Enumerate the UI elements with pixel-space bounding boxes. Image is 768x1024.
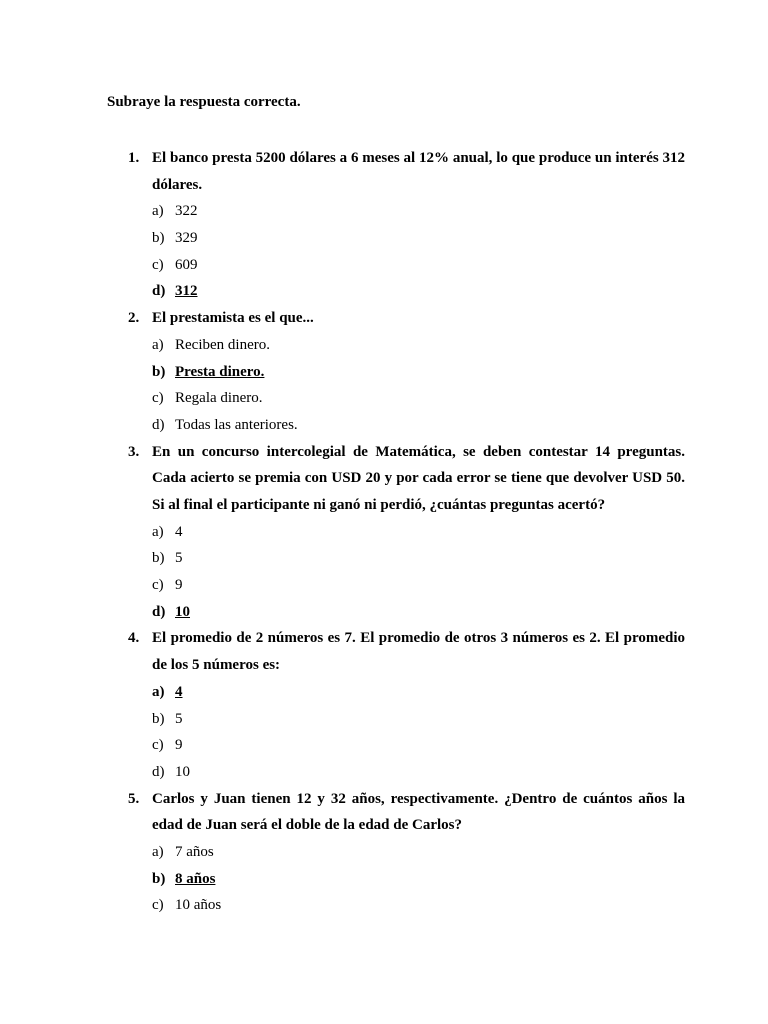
option-c[interactable] — [0, 892, 768, 919]
option-a[interactable] — [0, 839, 768, 866]
option-letter: a) — [152, 203, 164, 220]
option-a[interactable] — [0, 198, 768, 225]
option-text: 10 años — [175, 897, 222, 914]
option-letter: c) — [152, 737, 164, 754]
option-letter: a) — [152, 844, 164, 861]
option-letter: b) — [152, 710, 165, 727]
question-3 — [0, 439, 768, 626]
option-b-correct[interactable] — [0, 866, 768, 893]
option-letter: b) — [152, 870, 166, 887]
option-d[interactable] — [0, 759, 768, 786]
option-c[interactable] — [0, 385, 768, 412]
option-letter: c) — [152, 577, 164, 594]
option-letter: a) — [152, 683, 165, 700]
question-number: 5. — [128, 790, 140, 807]
option-letter: d) — [152, 763, 165, 780]
option-text: 5 — [175, 710, 183, 727]
instruction-text: Subraye la respuesta correcta. — [107, 94, 301, 110]
option-text: 9 — [175, 737, 183, 754]
option-text: 329 — [175, 230, 198, 247]
option-text: 7 años — [175, 844, 214, 861]
option-letter: a) — [152, 523, 164, 540]
option-c[interactable] — [0, 732, 768, 759]
option-c[interactable] — [0, 252, 768, 279]
option-a[interactable] — [0, 519, 768, 546]
question-text: El promedio de 2 números es 7. El promedio de otros 3 números es 2. El promedio de los 5 números es: — [152, 630, 685, 674]
option-text: Regala dinero. — [175, 390, 263, 407]
question-text: En un concurso intercolegial de Matemática, se deben contestar 14 preguntas. Cada acierto se premia con USD 20 y por cada error se tiene que devolver USD 50. Si al final el participante ni ganó ni perdió, ¿cuántas preguntas acertó? — [152, 443, 685, 514]
option-text: 10 — [175, 603, 190, 620]
question-5 — [0, 786, 768, 919]
option-d-correct[interactable] — [0, 599, 768, 626]
option-b-correct[interactable] — [0, 359, 768, 386]
question-text: El banco presta 5200 dólares a 6 meses al 12% anual, lo que produce un interés 312 dólares. — [152, 150, 685, 193]
question-text: El prestamista es el que... — [152, 310, 314, 327]
question-number: 3. — [128, 443, 140, 460]
option-letter: d) — [152, 416, 165, 433]
option-text: 8 años — [175, 870, 216, 887]
question-list — [0, 145, 768, 919]
option-text: 312 — [175, 283, 198, 300]
option-text: 609 — [175, 256, 198, 273]
option-letter: a) — [152, 336, 164, 353]
option-a-correct[interactable] — [0, 679, 768, 706]
question-2 — [0, 305, 768, 438]
option-text: Reciben dinero. — [175, 336, 270, 353]
option-letter: c) — [152, 390, 164, 407]
option-text: 10 — [175, 763, 190, 780]
option-letter: c) — [152, 256, 164, 273]
option-d-correct[interactable] — [0, 278, 768, 305]
option-text: Presta dinero. — [175, 363, 265, 380]
option-letter: c) — [152, 897, 164, 914]
option-b[interactable] — [0, 225, 768, 252]
option-a[interactable] — [0, 332, 768, 359]
option-text: 4 — [175, 523, 183, 540]
option-letter: b) — [152, 550, 165, 567]
option-letter: b) — [152, 363, 166, 380]
option-letter: b) — [152, 230, 165, 247]
option-text: 322 — [175, 203, 198, 220]
option-text: Todas las anteriores. — [175, 416, 298, 433]
option-c[interactable] — [0, 572, 768, 599]
question-1 — [0, 145, 768, 305]
option-b[interactable] — [0, 706, 768, 733]
option-b[interactable] — [0, 545, 768, 572]
question-number: 4. — [128, 630, 140, 647]
option-letter: d) — [152, 603, 166, 620]
option-letter: d) — [152, 283, 166, 300]
question-number: 1. — [128, 150, 140, 166]
option-d[interactable] — [0, 412, 768, 439]
question-text: Carlos y Juan tienen 12 y 32 años, respectivamente. ¿Dentro de cuántos años la edad de Juan será el doble de la edad de Carlos? — [152, 790, 685, 834]
question-number: 2. — [128, 310, 140, 327]
option-text: 4 — [175, 683, 183, 700]
option-text: 9 — [175, 577, 183, 594]
option-text: 5 — [175, 550, 183, 567]
question-4 — [0, 625, 768, 785]
